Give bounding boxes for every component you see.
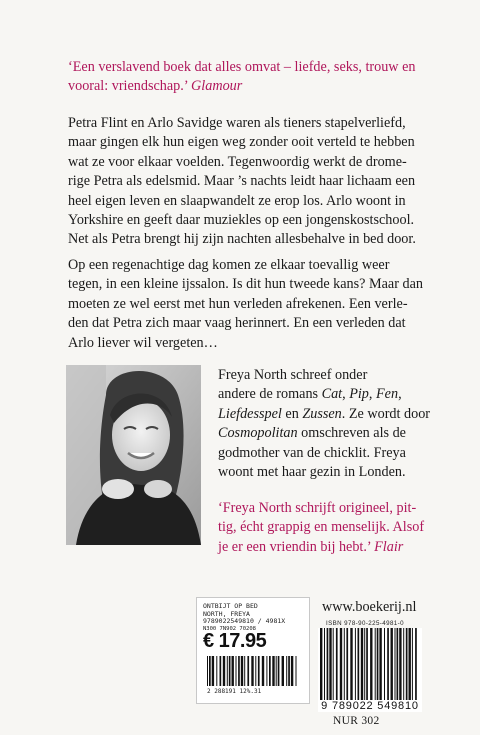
barcode-bar <box>291 656 293 686</box>
barcode-bar <box>355 628 356 700</box>
review-quote-flair <box>218 499 433 557</box>
nur-code: NUR 302 <box>333 715 380 727</box>
review-quote-glamour <box>68 58 423 97</box>
book-title: Fen <box>376 386 399 403</box>
barcode-bar <box>370 628 372 700</box>
sticker-number: 2 288191 12%.31 <box>207 688 262 695</box>
barcode-bar <box>288 656 290 686</box>
sticker-line: N300 7N902 70208 <box>203 625 256 632</box>
book-title: Zussen <box>302 405 342 422</box>
isbn-label: ISBN 978-90-225-4981-0 <box>326 620 404 627</box>
author-photo <box>66 365 201 545</box>
barcode-bar <box>344 628 345 700</box>
barcode-bar <box>247 656 249 686</box>
text-line: rige Petra als edelsmid. Maar ’s nachts leidt haar lichaam een <box>68 173 416 190</box>
text-line: maar gingen elk hun eigen weg zonder ooit verteld te hebben <box>68 134 415 151</box>
synopsis-paragraph-2 <box>68 256 430 353</box>
barcode-bar <box>364 628 365 700</box>
barcode-bar <box>269 656 271 686</box>
bio-text: , <box>342 386 350 403</box>
book-title: Cat <box>321 386 343 403</box>
text-line: heel eigen leven en slaapwandelt ze erop los. Arlo woont in <box>68 192 406 209</box>
barcode-bar <box>350 628 352 700</box>
bio-text: en <box>281 405 303 422</box>
barcode-bar <box>377 628 379 700</box>
barcode-bar <box>262 656 264 686</box>
barcode-bar <box>361 628 363 700</box>
barcode-bar <box>266 656 267 686</box>
barcode-bar <box>227 656 228 686</box>
sticker-barcode <box>205 656 300 686</box>
quote-text: vooral: vriendschap.’ <box>68 78 192 95</box>
quote-line <box>68 77 423 96</box>
text-line: den dat Petra zich maar vaag herinnert. En een verleden dat <box>68 315 406 332</box>
barcode-bar <box>403 628 404 700</box>
quote-text: je er een vriendin bij hebt.’ <box>218 538 375 555</box>
barcode-bar <box>276 656 277 686</box>
price-label: € 17.95 <box>203 630 267 652</box>
sticker-line: NORTH, FREYA <box>203 609 250 618</box>
barcode-bar <box>366 628 368 700</box>
barcode-bar <box>333 628 334 700</box>
barcode-bar <box>216 656 217 686</box>
text-line: tegen, in een kleine ijssalon. Is dit hun tweede kans? Maar dan <box>68 276 423 293</box>
text-line: Petra Flint en Arlo Savidge waren als tieners stapelverliefd, <box>68 115 406 131</box>
sticker-line: ONTBIJT OP BED <box>203 602 258 610</box>
barcode-bar <box>324 628 325 700</box>
text-line: Arlo liever wil vergeten… <box>68 334 218 351</box>
bio-text: , <box>368 386 376 403</box>
bio-line <box>218 405 433 424</box>
text-line: Op een regenachtige dag komen ze elkaar toevallig weer <box>68 257 390 273</box>
bio-line: Freya North schreef onder <box>218 367 368 383</box>
bio-line: godmother van de chicklit. Freya <box>218 444 406 461</box>
barcode-bar <box>296 656 297 686</box>
barcode-bar <box>391 628 393 700</box>
barcode-bar <box>220 656 222 686</box>
author-portrait-image <box>66 365 201 545</box>
quote-line: tig, écht grappig en menselijk. Alsof <box>218 519 425 536</box>
barcode-bar <box>399 628 401 700</box>
barcode-bar <box>223 656 225 686</box>
barcode-bar <box>397 628 399 700</box>
sticker-line: 9789022549810 / 4981X <box>203 617 286 625</box>
barcode-bar <box>336 628 338 700</box>
barcode-bar <box>278 656 280 686</box>
book-title: Liefdesspel <box>218 405 282 422</box>
barcode-bar <box>207 656 208 686</box>
barcode-bar <box>258 656 260 686</box>
barcode-bar <box>346 628 348 700</box>
bio-text: omschreven als de <box>297 425 406 442</box>
author-bio <box>218 366 433 482</box>
quote-source: Glamour <box>191 78 243 95</box>
barcode-bar <box>255 656 256 686</box>
bio-text: , <box>398 386 402 403</box>
price-sticker <box>196 597 310 704</box>
barcode-bar <box>272 656 274 686</box>
bio-line <box>218 424 433 443</box>
text-line: wat ze voor elkaar voelden. Tegenwoordig werkt de drome- <box>68 153 407 170</box>
barcode-bar <box>406 628 408 700</box>
barcode-bar <box>340 628 342 700</box>
barcode-bar <box>209 656 211 686</box>
bio-line: woont met haar gezin in Londen. <box>218 464 406 481</box>
barcode-bar <box>387 628 389 700</box>
barcode-bar <box>409 628 411 700</box>
bio-text: . Ze wordt door <box>341 405 431 422</box>
barcode-bar <box>251 656 253 686</box>
barcode-bar <box>236 656 237 686</box>
barcode-bar <box>286 656 287 686</box>
publisher-website: www.boekerij.nl <box>322 599 417 615</box>
barcode-bar <box>395 628 396 700</box>
barcode-bar <box>375 628 376 700</box>
barcode-bar <box>282 656 284 686</box>
barcode-bar <box>358 628 360 700</box>
book-title: Pip <box>349 386 369 403</box>
barcode-bar <box>241 656 243 686</box>
barcode-bar <box>412 628 413 700</box>
bio-text: andere de romans <box>218 386 322 403</box>
quote-line: ‘Een verslavend boek dat alles omvat – liefde, seks, trouw en <box>68 59 416 75</box>
barcode-bar <box>384 628 385 700</box>
barcode-number: 9 789022 549810 <box>318 700 422 712</box>
text-line: moeten ze wel eerst met hun verleden afrekenen. Een verle- <box>68 295 408 312</box>
barcode-bar <box>379 628 381 700</box>
barcode-bar <box>238 656 240 686</box>
isbn-barcode <box>318 628 422 700</box>
barcode-bar <box>212 656 214 686</box>
quote-source: Flair <box>374 538 404 555</box>
barcode-bar <box>320 628 322 700</box>
text-line: Net als Petra brengt hij zijn nachten allesbehalve in bed door. <box>68 231 416 248</box>
barcode-bar <box>232 656 234 686</box>
quote-line: ‘Freya North schrijft origineel, pit- <box>218 500 417 516</box>
barcode-bar <box>327 628 329 700</box>
text-line: Yorkshire en geeft daar muziekles op een jongenskostschool. <box>68 212 415 229</box>
barcode-bar <box>329 628 331 700</box>
bio-line <box>218 385 433 404</box>
magazine-title: Cosmopolitan <box>218 425 298 442</box>
quote-line <box>218 538 433 557</box>
barcode-bar <box>229 656 231 686</box>
barcode-bar <box>244 656 245 686</box>
barcode-bar <box>415 628 417 700</box>
synopsis-paragraph-1 <box>68 114 430 250</box>
